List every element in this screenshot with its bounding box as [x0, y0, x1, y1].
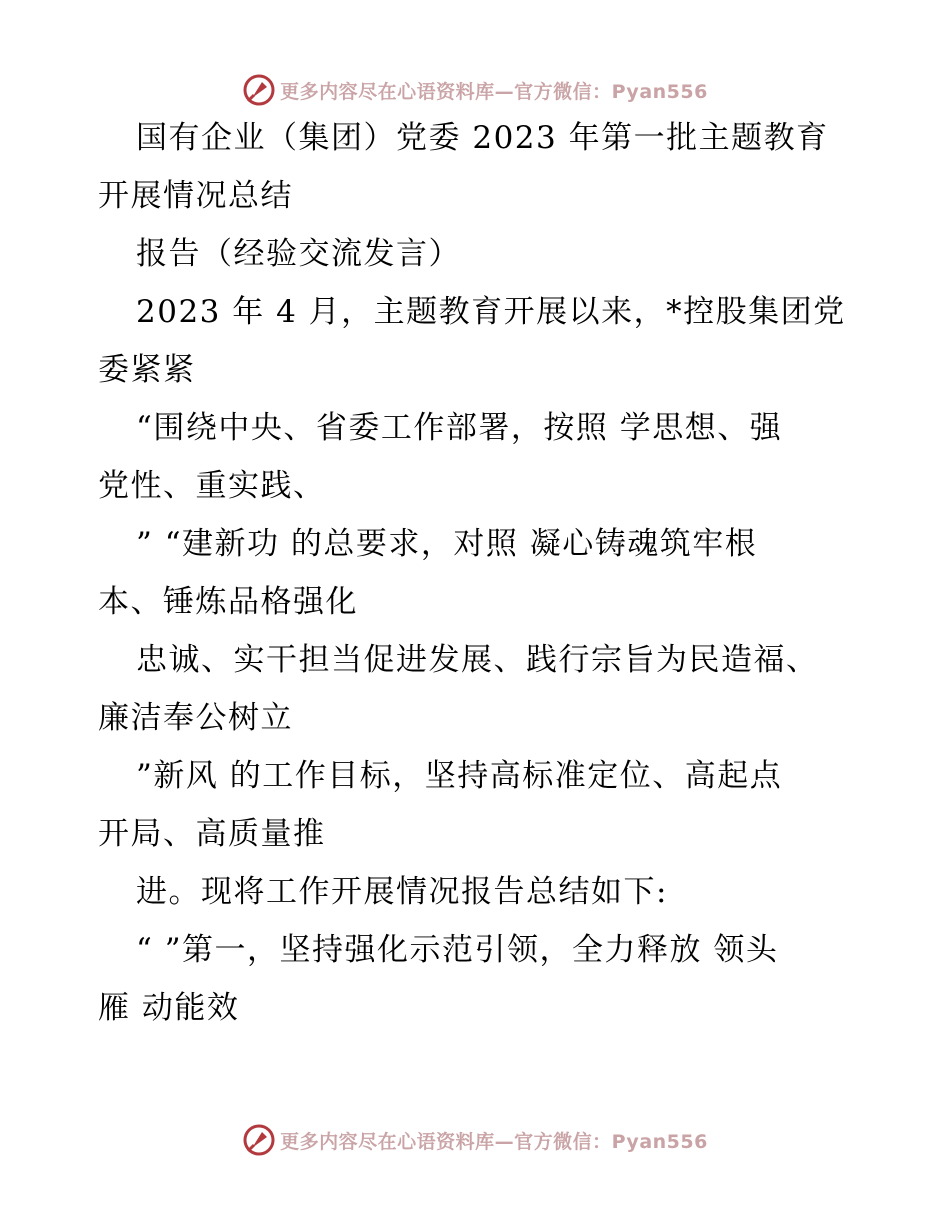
text-line: 国有企业（集团）党委 2023 年第一批主题教育 [136, 120, 829, 156]
footer-banner [0, 1120, 950, 1160]
text-line: “ ”第一，坚持强化示范引领，全力释放 领头 [136, 932, 779, 968]
text-line: 雁 动能效 [98, 990, 240, 1026]
document-body [98, 118, 858, 1028]
text-line: 党性、重实践、 [98, 468, 326, 504]
pen-nib-icon [242, 73, 276, 107]
text-line: 报告（经验交流发言） [136, 236, 461, 272]
header-banner [0, 70, 950, 110]
text-line: ” “建新功 的总要求，对照 凝心铸魂筑牢根 [136, 526, 758, 562]
text-line: 忠诚、实干担当促进发展、践行宗旨为民造福、 [136, 642, 819, 678]
pen-nib-icon [242, 1123, 276, 1157]
text-line: 2023 年 4 月，主题教育开展以来，*控股集团党 [136, 294, 846, 330]
text-line: 进。现将工作开展情况报告总结如下: [136, 874, 668, 910]
text-line: 廉洁奉公树立 [98, 700, 293, 736]
text-line: ”新风 的工作目标，坚持高标准定位、高起点 [136, 758, 783, 794]
text-line: 开展情况总结 [98, 178, 293, 214]
header-banner-text: 更多内容尽在心语资料库—官方微信：Pyan556 [280, 80, 708, 103]
text-line: 本、锤炼品格强化 [98, 584, 358, 620]
text-line: 开局、高质量推 [98, 816, 326, 852]
text-line: “围绕中央、省委工作部署，按照 学思想、强 [136, 410, 783, 446]
footer-banner-text: 更多内容尽在心语资料库—官方微信：Pyan556 [280, 1130, 708, 1153]
text-line: 委紧紧 [98, 352, 196, 388]
